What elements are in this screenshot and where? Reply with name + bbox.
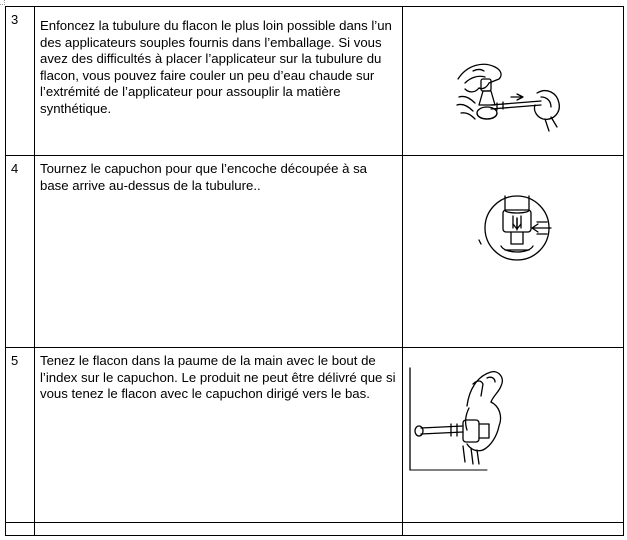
step-text: Tenez le flacon dans la paume de la main avec le bout de l’index sur le capuchon. Le produit ne peut être délivré que si vous tenez le flacon avec le capuchon dirigé vers le bas. [40, 353, 396, 401]
page-corner-mark [0, 0, 5, 5]
step-row [6, 7, 624, 156]
hand-attaching-applicator-icon [453, 57, 563, 147]
instructions-table [5, 6, 624, 536]
step-row [6, 523, 624, 536]
step-number: 4 [11, 161, 19, 176]
step-row [6, 348, 624, 523]
step-number: 5 [11, 353, 19, 368]
step-number: 3 [11, 12, 19, 27]
step-row [6, 156, 624, 348]
hand-holding-bottle-icon [407, 366, 567, 482]
step-illustration-cell [403, 348, 624, 523]
step-illustration-cell [403, 156, 624, 348]
step-text: Enfoncez la tubulure du flacon le plus loin possible dans l’un des applicateurs souples fournis dans l’emballage. Si vous avez des difficultés à placer l’applicateur sur la tubulure du flacon, vous pouvez faire couler un peu d’eau chaude sur l’extrémité de l’applicateur pour assouplir la matière synthétique. [40, 18, 392, 116]
step-illustration-cell [403, 7, 624, 156]
step-text: Tournez le capuchon pour que l’encoche découpée à sa base arrive au-dessus de la tubulure.. [40, 161, 367, 193]
cap-notch-rotation-icon [475, 188, 555, 268]
